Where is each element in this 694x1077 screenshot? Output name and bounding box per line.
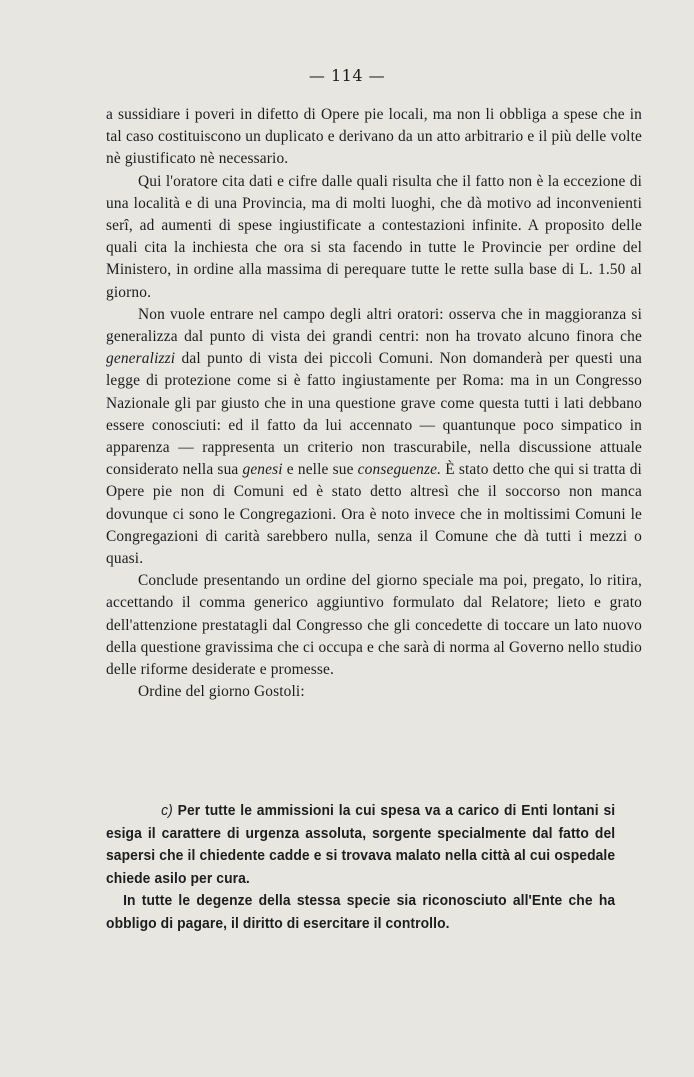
paragraph-3 <box>106 304 642 570</box>
paragraph-3-part-2: dal punto di vista dei piccoli Comuni. Non domanderà per questi una legge di protezione come si è fatto ingiustamente per Roma: ma in un Congresso Nazionale gli par giusto che in una questione grave come questa tutti i lati debbano essere conosciuti: ed il fatto da lui accennato — quantunque poco simpatico in apparenza — rappresenta un criterio non trascurabile, nella discussione attuale considerato nella sua <box>106 350 642 479</box>
paragraph-3-part-1: Non vuole entrare nel campo degli altri oratori: osserva che in maggioranza si generalizza dal punto di vista dei grandi centri: non ha trovato alcuno finora che <box>106 305 642 346</box>
page-number: — 114 — <box>308 66 386 85</box>
motion-text-1: Per tutte le ammissioni la cui spesa va a carico di Enti lontani si esiga il carattere di urgenza assoluta, sorgente specialmente dal fatto del sapersi che il chiedente cadde e si trovava malato nella città al cui ospedale chiede asilo per cura. <box>106 803 616 887</box>
motion-text-2: In tutte le degenze della stessa specie sia riconosciuto all'Ente che ha obbligo di pagare, il diritto di esercitare il controllo. <box>106 893 616 932</box>
motion-label: c) <box>161 803 173 819</box>
motion-item-c <box>106 800 615 890</box>
paragraph-3-part-4: È stato detto che qui si tratta di Opere pie non di Comuni ed è stato detto altresì che il soccorso non manca dovunque ci sono le Congregazioni. Ora è noto invece che in moltissimi Comuni le Congregazioni di carità sarebbero nulla, senza il Comune che dà tutti i mezzi o quasi. <box>106 461 642 568</box>
paragraph-4: Conclude presentando un ordine del giorno speciale ma poi, pregato, lo ritira, accettando il comma generico aggiuntivo formulato dal Relatore; lieto e grato dell'attenzione prestatagli dal Congresso che gli concedette di toccare un lato nuovo della questione gravissima che ci occupa e che sarà di norma al Governo nello studio delle riforme desiderate e promesse. <box>106 572 642 679</box>
italic-generalizzi: generalizzi <box>106 350 176 368</box>
order-title: Ordine del giorno Gostoli: <box>138 683 305 701</box>
paragraph-2: Qui l'oratore cita dati e cifre dalle quali risulta che il fatto non è la eccezione di una località e di una Provincia, ma di molti luoghi, che dà motivo ad inconvenienti serî, ad aumenti di spese ingiustificate a contestazioni infinite. A proposito delle quali cita la inchiesta che ora si sta facendo in tutte le Provincie per ordine del Ministero, in ordine alla massima di perequare tutte le rette sulla base di L. 1.50 al giorno. <box>106 172 642 301</box>
paragraph-3-part-3: e nelle sue <box>282 461 358 479</box>
italic-conseguenze: conseguenze. <box>357 461 442 479</box>
body-text <box>106 104 642 703</box>
paragraph-1: a sussidiare i poveri in difetto di Opere pie locali, ma non li obbliga a spese che in tal caso costituiscono un duplicato e derivano da un atto arbitrario e il più delle volte nè giustificato nè necessario. <box>106 106 642 168</box>
motion-text <box>106 800 615 935</box>
italic-genesi: genesi <box>242 461 283 479</box>
